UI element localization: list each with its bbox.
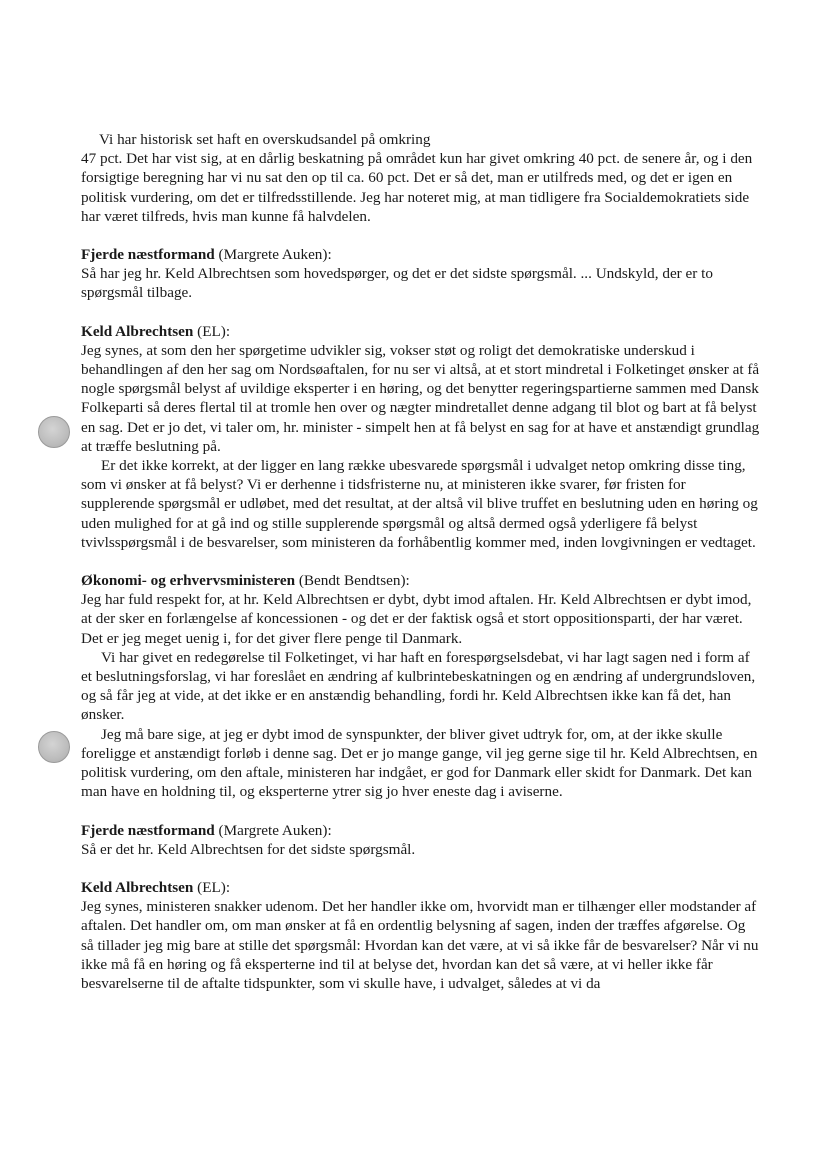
speaker-name: Fjerde næstformand xyxy=(81,821,215,839)
speaker-role: (EL): xyxy=(197,878,231,896)
punch-hole-top xyxy=(38,416,70,448)
speaker-heading xyxy=(81,322,761,341)
speech-paragraph: Jeg må bare sige, at jeg er dybt imod de synspunkter, der bliver givet udtryk for, om, at der ikke skulle foreligge et anstændigt forløb i denne sag. Det er jo mange gange, vil jeg gerne sige til hr. Keld Albrechtsen, en politisk vurdering, om den aftale, ministeren har indgået, er god for Danmark eller skidt for Danmark. Det kan man have en holdning til, og eksperterne ytrer sig jo hver eneste dag i aviserne. xyxy=(81,725,758,801)
speech-paragraph: Så har jeg hr. Keld Albrechtsen som hovedspørger, og det er det sidste spørgsmål. ... Undskyld, der er to spørgsmål tilbage. xyxy=(81,265,713,302)
speech-paragraph: Så er det hr. Keld Albrechtsen for det sidste spørgsmål. xyxy=(81,840,416,858)
speech-paragraph: Jeg har fuld respekt for, at hr. Keld Albrechtsen er dybt, dybt imod aftalen. Hr. Keld Albrechtsen er dybt imod, at der sker en forlængelse af koncessionen - og det er der faktisk også et stort oppositionsparti, der har været. Det er jeg meget uenig i, for det giver flere penge til Danmark. xyxy=(81,591,752,647)
paragraph-intro-rest: 47 pct. Det har vist sig, at en dårlig beskatning på området kun har givet omkring 40 pct. de senere år, og i den forsigtige beregning har vi nu sat den op til ca. 60 pct. Det er så det, man er utilfreds med, og det er igen en politisk vurdering, om det er tilfredsstillende. Jeg har noteret mig, at man tidligere fra Socialdemokratiets side har været tilfreds, hvis man kunne få halvdelen. xyxy=(81,150,753,225)
speaker-heading xyxy=(81,571,761,590)
transcript-body xyxy=(81,130,761,993)
paragraph-intro-first-line: Vi har historisk set haft en overskudsandel på omkring xyxy=(99,131,431,148)
speaker-heading xyxy=(81,245,761,264)
speaker-heading xyxy=(81,821,761,840)
speaker-name: Keld Albrechtsen xyxy=(81,878,194,896)
speaker-role: (Margrete Auken): xyxy=(218,246,332,264)
speaker-name: Økonomi- og erhvervsministeren xyxy=(81,572,296,590)
speech-paragraph: Jeg synes, ministeren snakker udenom. Det her handler ikke om, hvorvidt man er tilhænger eller modstander af aftalen. Det handler om, om man ønsker at få en ordentlig belysning af sagen, inden der træffes afgørelse. Og så tillader jeg mig bare at stille det spørgsmål: Hvordan kan det være, at vi så ikke får de besvarelser? Når vi nu ikke må få en høring og få eksperterne ind til at belyse det, hvordan kan det så være, at vi heller ikke får besvarelserne til de aftalte tidspunkter, som vi skulle have, i udvalget, således at vi da xyxy=(81,898,759,992)
speaker-name: Fjerde næstformand xyxy=(81,246,215,264)
speaker-heading xyxy=(81,878,761,897)
speaker-name: Keld Albrechtsen xyxy=(81,322,194,340)
punch-hole-bottom xyxy=(38,731,70,763)
speaker-role: (EL): xyxy=(197,322,231,340)
speech-paragraph: Er det ikke korrekt, at der ligger en lang række ubesvarede spørgsmål i udvalget netop omkring disse ting, som vi ønsker at få belyst? Vi er derhenne i tidsfristerne nu, at ministeren ikke svarer, før fristen for supplerende spørgsmål er udløbet, med det resultat, at der altså vil blive truffet en beslutning uden en høring og uden mulighed for at gå ind og stille supplerende spørgsmål og altså dermed også yderligere få belyst tvivlsspørgsmål i de besvarelser, som ministeren da forhåbentlig kommer med, inden lovgivningen er vedtaget. xyxy=(81,457,758,551)
speech-paragraph: Vi har givet en redegørelse til Folketinget, vi har haft en forespørgselsdebat, vi har lagt sagen ned i form af et beslutningsforslag, vi har foreslået en ændring af kulbrintebeskatningen og en ændring af undergrundsloven, og så får jeg at vide, at det ikke er en anstændig behandling, fordi hr. Keld Albrechtsen ikke kan få det, han ønsker. xyxy=(81,648,756,724)
speaker-role: (Margrete Auken): xyxy=(218,821,332,839)
speaker-role: (Bendt Bendtsen): xyxy=(298,572,410,590)
paragraph-intro xyxy=(81,130,761,226)
speech-paragraph: Jeg synes, at som den her spørgetime udvikler sig, vokser støt og roligt det demokratiske underskud i behandlingen af den her sag om Nordsøaftalen, for nu ser vi altså, at et stort mindretal i Folketinget ønsker at få nogle spørgsmål belyst af uvildige eksperter i en høring, og det benytter regeringspartierne sammen med Dansk Folkeparti så deres flertal til at tromle hen over og nægter mindretallet denne adgang til blot og bart at få belyst en sag. Det er jo det, vi taler om, hr. minister - simpelt hen at få belyst en sag for at have et anstændigt grundlag at træffe beslutning på. xyxy=(81,341,760,455)
